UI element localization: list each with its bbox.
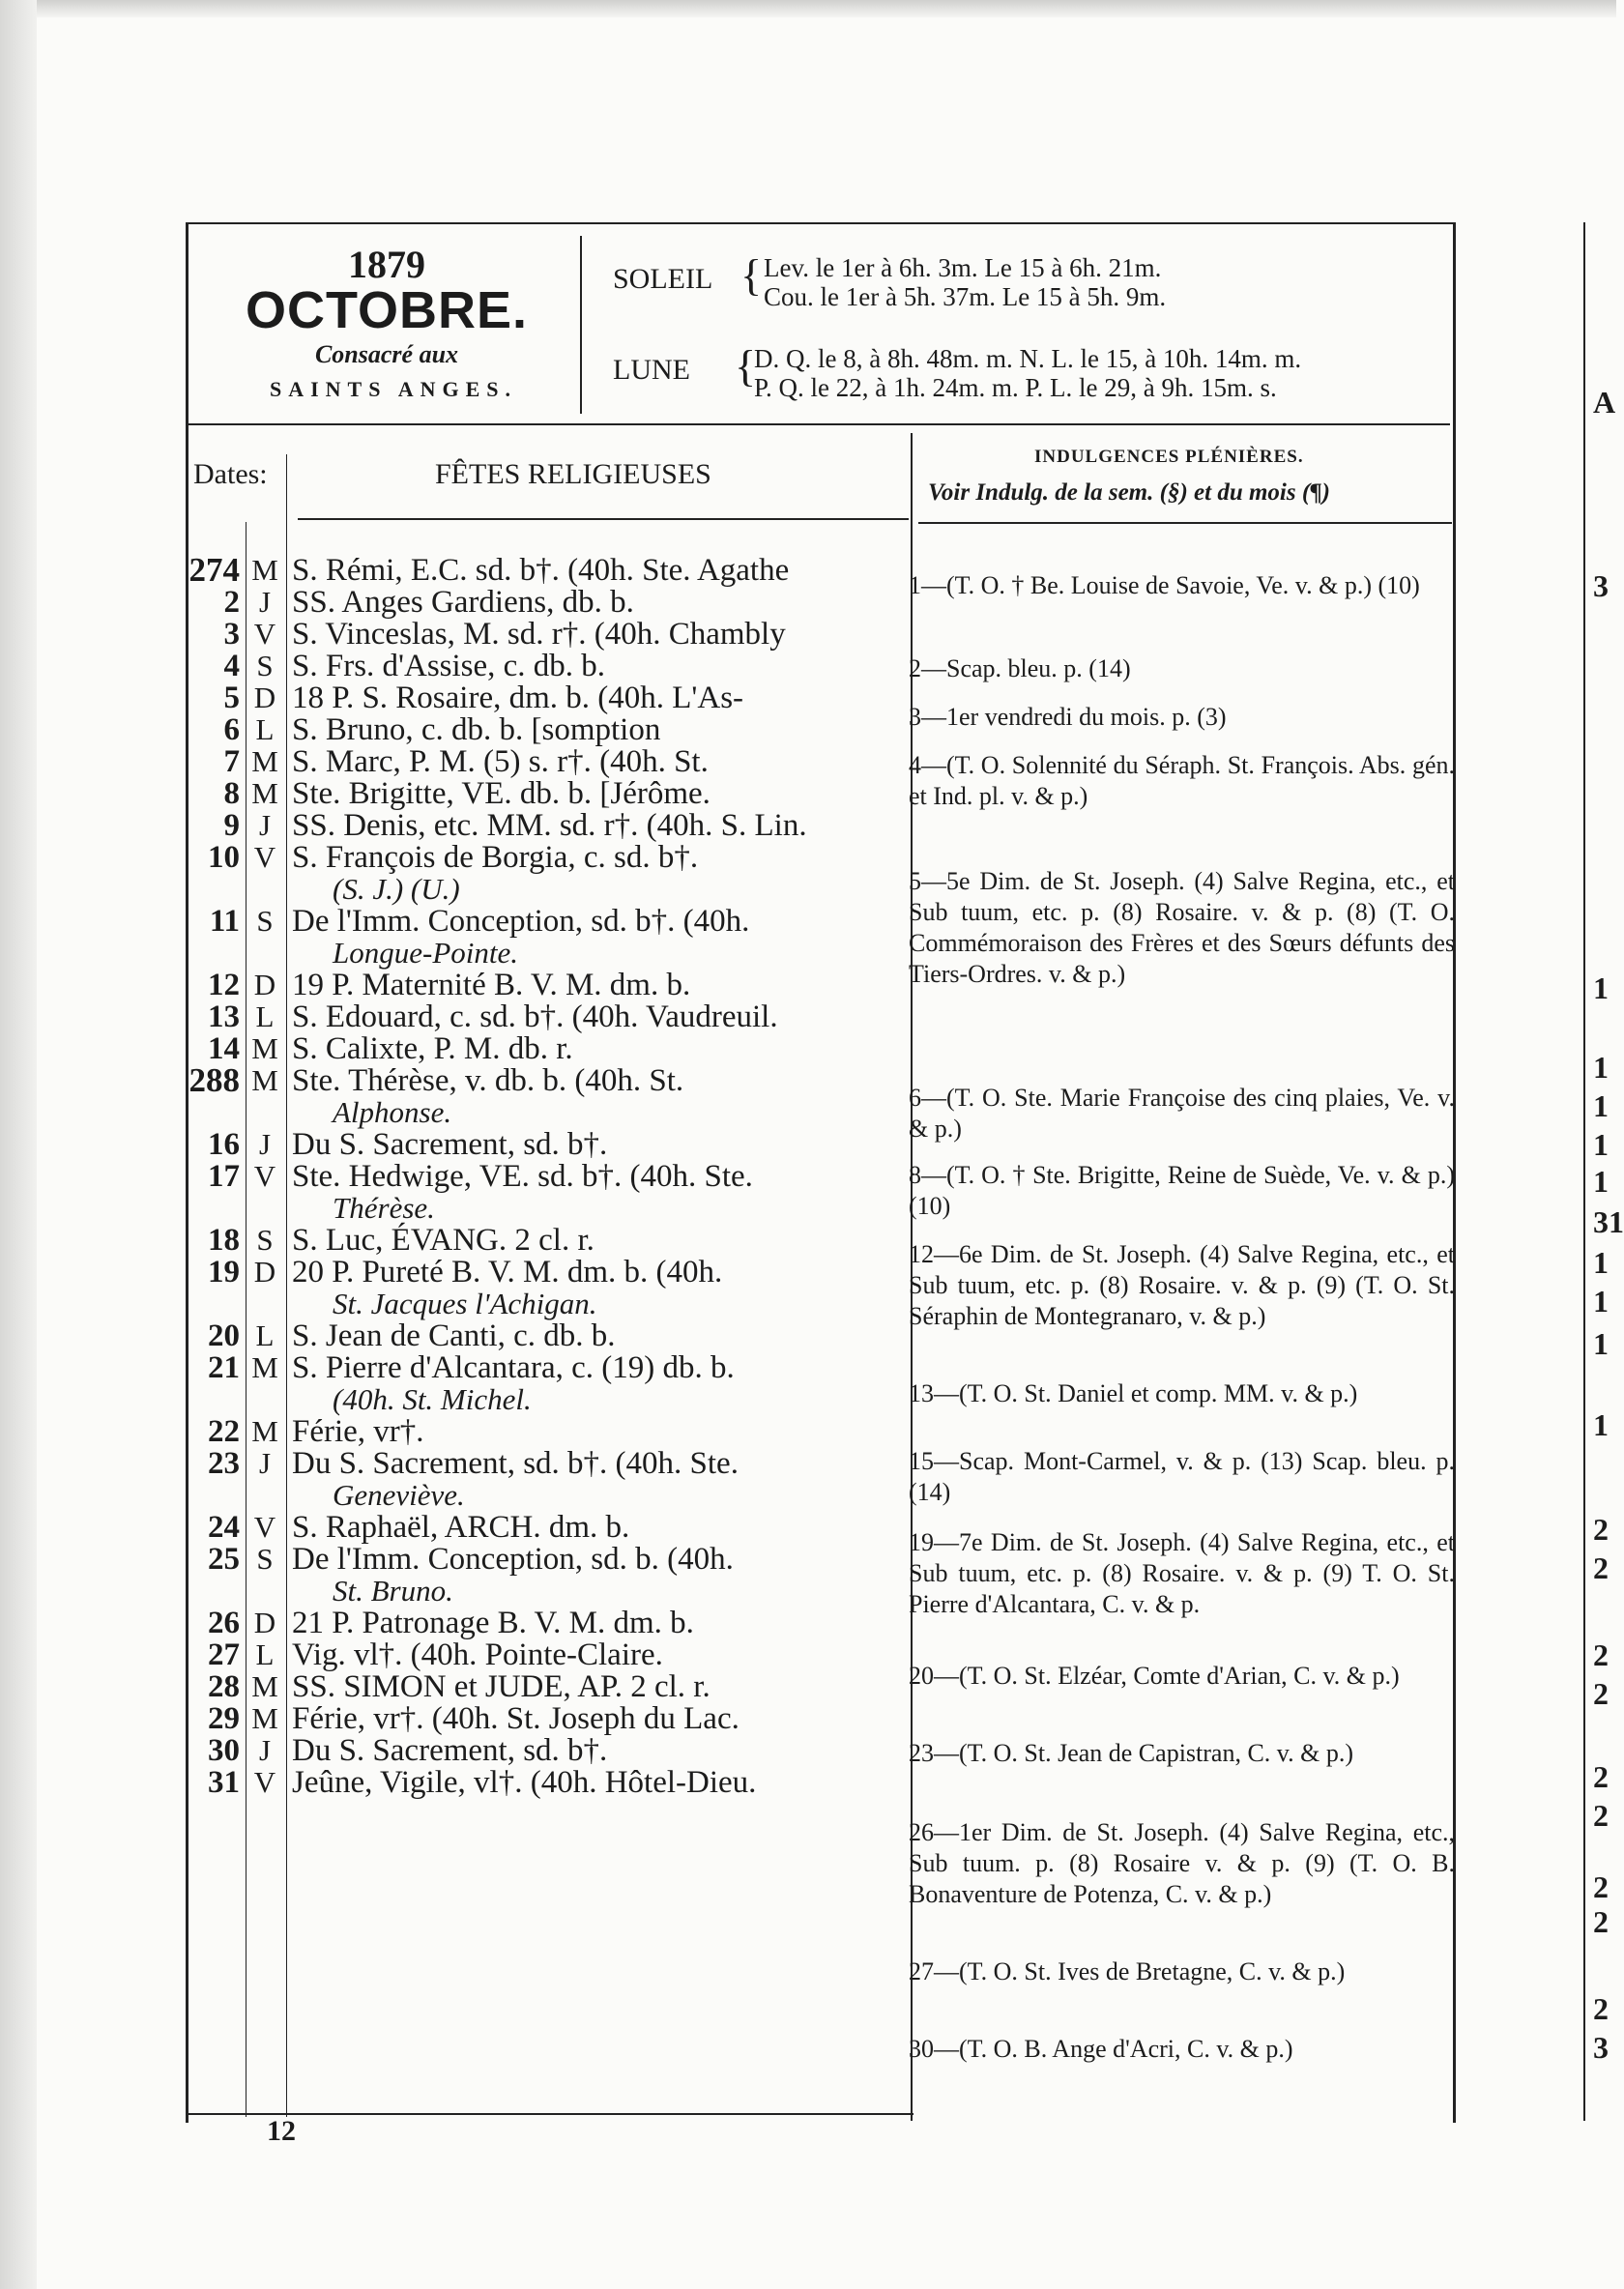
fete-text: S. Rémi, E.C. sd. b†. (40h. Ste. Agathe <box>292 553 790 588</box>
lune-label: LUNE <box>613 354 690 386</box>
day-letter: V <box>253 1765 276 1799</box>
day-letter: M <box>251 1063 278 1097</box>
fetes-header: FÊTES RELIGIEUSES <box>435 458 711 490</box>
fete-text: De l'Imm. Conception, sd. b. (40h. <box>292 1542 734 1577</box>
next-page-fragment: 1 <box>1593 1326 1609 1361</box>
fete-text: SS. Anges Gardiens, db. b. <box>292 585 634 620</box>
next-page-rule <box>1583 222 1585 2121</box>
day-number: 288 <box>188 1061 240 1099</box>
day-letter: V <box>253 617 276 651</box>
fete-text: S. Vinceslas, M. sd. r†. (40h. Chambly <box>292 617 786 652</box>
fete-text: 20 P. Pureté B. V. M. dm. b. (40h. <box>292 1255 723 1289</box>
fete-text: Ste. Hedwige, VE. sd. b†. (40h. Ste. <box>292 1159 753 1194</box>
day-letter: M <box>251 744 278 778</box>
day-number: 2 <box>223 585 240 620</box>
fete-continuation: Alphonse. <box>333 1095 452 1129</box>
next-page-fragment: 1 <box>1593 1407 1609 1442</box>
next-page-fragment: 1 <box>1593 1284 1609 1318</box>
day-number: 14 <box>208 1031 240 1066</box>
fete-text: Du S. Sacrement, sd. b†. (40h. Ste. <box>292 1446 739 1481</box>
soleil-coucher: Cou. le 1er à 5h. 37m. Le 15 à 5h. 9m. <box>764 282 1167 311</box>
indulgence-entry: 23—(T. O. St. Jean de Capistran, C. v. & p.) <box>909 1739 1353 1767</box>
indulgence-entry: 1—(T. O. † Be. Louise de Savoie, Ve. v. & p.) (10) <box>909 571 1420 599</box>
day-letter: M <box>251 1031 278 1065</box>
next-page-fragment: 31 <box>1593 1204 1624 1239</box>
fete-text: S. Calixte, P. M. db. r. <box>292 1031 573 1066</box>
day-letter: J <box>258 1127 272 1161</box>
lune-line-1: D. Q. le 8, à 8h. 48m. m. N. L. le 15, à 10h. 14m. m. <box>754 344 1302 373</box>
day-number: 17 <box>208 1159 240 1194</box>
next-page-fragment: 2 <box>1593 1869 1609 1904</box>
day-number: 11 <box>209 904 240 939</box>
day-letter: L <box>255 1000 275 1033</box>
fete-continuation: St. Jacques l'Achigan. <box>333 1287 597 1320</box>
next-page-fragment: 3 <box>1593 568 1609 603</box>
day-number: 23 <box>208 1446 240 1481</box>
fete-continuation: St. Bruno. <box>333 1574 453 1608</box>
lune-brace: { <box>735 341 757 391</box>
indulgence-entry: 2—Scap. bleu. p. (14) <box>909 654 1131 682</box>
next-page-edge <box>1566 0 1616 2289</box>
fete-continuation: Geneviève. <box>333 1478 465 1512</box>
indulgence-entry: 27—(T. O. St. Ives de Bretagne, C. v. & p.) <box>909 1957 1346 1985</box>
indulgences-title: INDULGENCES PLÉNIÈRES. <box>1034 447 1304 467</box>
day-number: 7 <box>223 744 240 779</box>
day-number: 4 <box>223 649 240 683</box>
dow-fete-divider <box>286 454 287 2117</box>
day-number: 274 <box>188 551 240 589</box>
fete-text: Férie, vr†. (40h. St. Joseph du Lac. <box>292 1701 740 1736</box>
day-letter: D <box>253 1606 276 1639</box>
day-letter: L <box>255 1637 275 1671</box>
day-letter: V <box>253 1510 276 1544</box>
day-letter: S <box>256 1223 274 1257</box>
fete-text: Ste. Brigitte, VE. db. b. [Jérôme. <box>292 776 710 811</box>
indulgence-entry: 15—Scap. Mont-Carmel, v. & p. (13) Scap. bleu. p. (14) <box>909 1447 1455 1506</box>
next-page-fragment: 2 <box>1593 1512 1609 1547</box>
day-number: 13 <box>208 1000 240 1034</box>
next-page-fragment: 1 <box>1593 1050 1609 1085</box>
day-letter: D <box>253 681 276 714</box>
day-number: 18 <box>208 1223 240 1258</box>
dates-header: Dates: <box>193 458 268 490</box>
day-letter: M <box>251 1701 278 1735</box>
day-letter: S <box>256 1542 274 1576</box>
day-letter: D <box>253 1255 276 1289</box>
day-number: 9 <box>223 808 240 843</box>
next-page-fragment: 1 <box>1593 1164 1609 1199</box>
day-number: 29 <box>208 1701 240 1736</box>
day-number: 25 <box>208 1542 240 1577</box>
day-number: 30 <box>208 1733 240 1768</box>
indulgence-entry: 12—6e Dim. de St. Joseph. (4) Salve Regina, etc., et Sub tuum, etc. p. (8) Rosaire. v. & p. (9) (T. O. St. Séraphin de Montegranaro, v. & p.) <box>909 1240 1455 1330</box>
next-page-fragment: 2 <box>1593 1798 1609 1833</box>
indulgence-entry: 20—(T. O. St. Elzéar, Comte d'Arian, C. v. & p.) <box>909 1662 1400 1690</box>
fete-text: SS. SIMON et JUDE, AP. 2 cl. r. <box>292 1669 710 1704</box>
day-number: 8 <box>223 776 240 811</box>
fete-text: 19 P. Maternité B. V. M. dm. b. <box>292 968 691 1002</box>
day-letter: M <box>251 1414 278 1448</box>
day-number: 27 <box>208 1637 240 1672</box>
day-number: 3 <box>223 617 240 652</box>
day-number: 21 <box>208 1350 240 1385</box>
fete-text: S. Pierre d'Alcantara, c. (19) db. b. <box>292 1350 735 1385</box>
next-page-fragment: A <box>1593 385 1616 420</box>
next-page-fragment: 2 <box>1593 1904 1609 1939</box>
next-page-fragment: 2 <box>1593 1991 1609 2026</box>
day-letter: J <box>258 1446 272 1480</box>
next-page-fragment: 2 <box>1593 1637 1609 1672</box>
fete-text: Vig. vl†. (40h. Pointe-Claire. <box>292 1637 663 1672</box>
next-page-fragment: 1 <box>1593 1088 1609 1123</box>
page-edge-top <box>0 0 1616 17</box>
fete-continuation: (S. J.) (U.) <box>333 872 460 906</box>
day-letter: S <box>256 904 274 938</box>
fete-text: S. Frs. d'Assise, c. db. b. <box>292 649 606 683</box>
day-number: 5 <box>223 681 240 715</box>
indulgences-header-rule <box>918 522 1452 524</box>
day-letter: M <box>251 776 278 810</box>
fete-text: S. Raphaël, ARCH. dm. b. <box>292 1510 630 1545</box>
indulgence-entry: 5—5e Dim. de St. Joseph. (4) Salve Regina, etc., et Sub tuum, etc. p. (8) Rosaire. v. & p. (8) (T. O. Commémoraison des Frères et des Sœurs défunts des Tiers-Ordres. v. & p.) <box>909 867 1455 988</box>
day-number: 20 <box>208 1318 240 1353</box>
next-page-fragment: 1 <box>1593 1127 1609 1162</box>
day-number: 22 <box>208 1414 240 1449</box>
next-page-fragment: 2 <box>1593 1550 1609 1585</box>
fete-text: S. Luc, ÉVANG. 2 cl. r. <box>292 1223 594 1258</box>
day-letter: L <box>255 1318 275 1352</box>
day-letter: M <box>251 553 278 587</box>
day-number: 26 <box>208 1606 240 1640</box>
year: 1879 <box>348 243 425 286</box>
day-number: 19 <box>208 1255 240 1289</box>
next-page-fragment: 1 <box>1593 971 1609 1005</box>
month-title: OCTOBRE. <box>245 281 529 339</box>
header-rule <box>188 423 1450 425</box>
next-page-fragment: 3 <box>1593 2030 1609 2065</box>
fete-text: 18 P. S. Rosaire, dm. b. (40h. L'As- <box>292 681 744 715</box>
column-header-rule <box>298 518 909 520</box>
day-letter: M <box>251 1350 278 1384</box>
day-number: 12 <box>208 968 240 1002</box>
indulgence-entry: 26—1er Dim. de St. Joseph. (4) Salve Regina, etc., Sub tuum. p. (8) Rosaire v. & p. (9) (T. O. B. Bonaventure de Potenza, C. v. & p.) <box>909 1818 1455 1908</box>
soleil-lever: Lev. le 1er à 6h. 3m. Le 15 à 6h. 21m. <box>764 253 1162 282</box>
fete-text: Jeûne, Vigile, vl†. (40h. Hôtel-Dieu. <box>292 1765 757 1800</box>
bottom-rule <box>188 2113 914 2115</box>
indulgence-entry: 30—(T. O. B. Ange d'Acri, C. v. & p.) <box>909 2035 1293 2063</box>
fete-text: Du S. Sacrement, sd. b†. <box>292 1127 608 1162</box>
indulgence-entry: 8—(T. O. † Ste. Brigitte, Reine de Suède, Ve. v. & p.) (10) <box>909 1161 1455 1220</box>
fete-text: 21 P. Patronage B. V. M. dm. b. <box>292 1606 694 1640</box>
soleil-brace: { <box>740 250 763 300</box>
next-page-fragment: 2 <box>1593 1759 1609 1794</box>
day-letter: V <box>253 1159 276 1193</box>
fete-text: Du S. Sacrement, sd. b†. <box>292 1733 608 1768</box>
fete-text: S. Jean de Canti, c. db. b. <box>292 1318 616 1353</box>
saints-text: SAINTS ANGES. <box>269 377 518 401</box>
next-page-fragment: 2 <box>1593 1676 1609 1711</box>
day-number: 10 <box>208 840 240 875</box>
indulgences-subtitle: Voir Indulg. de la sem. (§) et du mois (¶) <box>928 479 1330 506</box>
fete-text: SS. Denis, etc. MM. sd. r†. (40h. S. Lin. <box>292 808 807 843</box>
fete-text: De l'Imm. Conception, sd. b†. (40h. <box>292 904 750 939</box>
fete-continuation: Thérèse. <box>333 1191 435 1225</box>
next-page-fragment: 1 <box>1593 1245 1609 1280</box>
day-letter: D <box>253 968 276 1001</box>
day-number: 31 <box>208 1765 240 1800</box>
fete-continuation: (40h. St. Michel. <box>333 1382 532 1416</box>
day-number: 16 <box>208 1127 240 1162</box>
fete-text: Férie, vr†. <box>292 1414 424 1449</box>
fete-text: S. Edouard, c. sd. b†. (40h. Vaudreuil. <box>292 1000 778 1034</box>
indulgence-entry: 3—1er vendredi du mois. p. (3) <box>909 703 1227 731</box>
indulgence-entry: 19—7e Dim. de St. Joseph. (4) Salve Regina, etc., et Sub tuum, etc. p. (8) Rosaire. v. & p. (9) T. O. St. Pierre d'Alcantara, C. v. & p. <box>909 1528 1455 1618</box>
day-number: 6 <box>223 712 240 747</box>
indulgence-entry: 13—(T. O. St. Daniel et comp. MM. v. & p.) <box>909 1379 1358 1407</box>
day-letter: V <box>253 840 276 874</box>
soleil-label: SOLEIL <box>613 263 713 295</box>
day-letter: S <box>256 649 274 682</box>
fete-text: Ste. Thérèse, v. db. b. (40h. St. <box>292 1063 684 1098</box>
header-divider <box>580 236 582 414</box>
fete-text: S. Bruno, c. db. b. [somption <box>292 712 661 747</box>
page-edge-left <box>0 0 37 2289</box>
day-letter: J <box>258 585 272 619</box>
day-number: 28 <box>208 1669 240 1704</box>
page-number: 12 <box>267 2115 296 2147</box>
fete-continuation: Longue-Pointe. <box>333 936 518 970</box>
fete-text: S. François de Borgia, c. sd. b†. <box>292 840 699 875</box>
indulgence-entry: 4—(T. O. Solennité du Séraph. St. François. Abs. gén. et Ind. pl. v. & p.) <box>909 751 1455 810</box>
day-letter: J <box>258 808 272 842</box>
lune-line-2: P. Q. le 22, à 1h. 24m. m. P. L. le 29, à 9h. 15m. s. <box>754 373 1277 402</box>
indulgence-entry: 6—(T. O. Ste. Marie Françoise des cinq plaies, Ve. v. & p.) <box>909 1084 1455 1143</box>
day-number: 24 <box>208 1510 240 1545</box>
day-letter: M <box>251 1669 278 1703</box>
day-letter: J <box>258 1733 272 1767</box>
fete-text: S. Marc, P. M. (5) s. r†. (40h. St. <box>292 744 709 779</box>
day-letter: L <box>255 712 275 746</box>
consacre-text: Consacré aux <box>314 340 459 368</box>
